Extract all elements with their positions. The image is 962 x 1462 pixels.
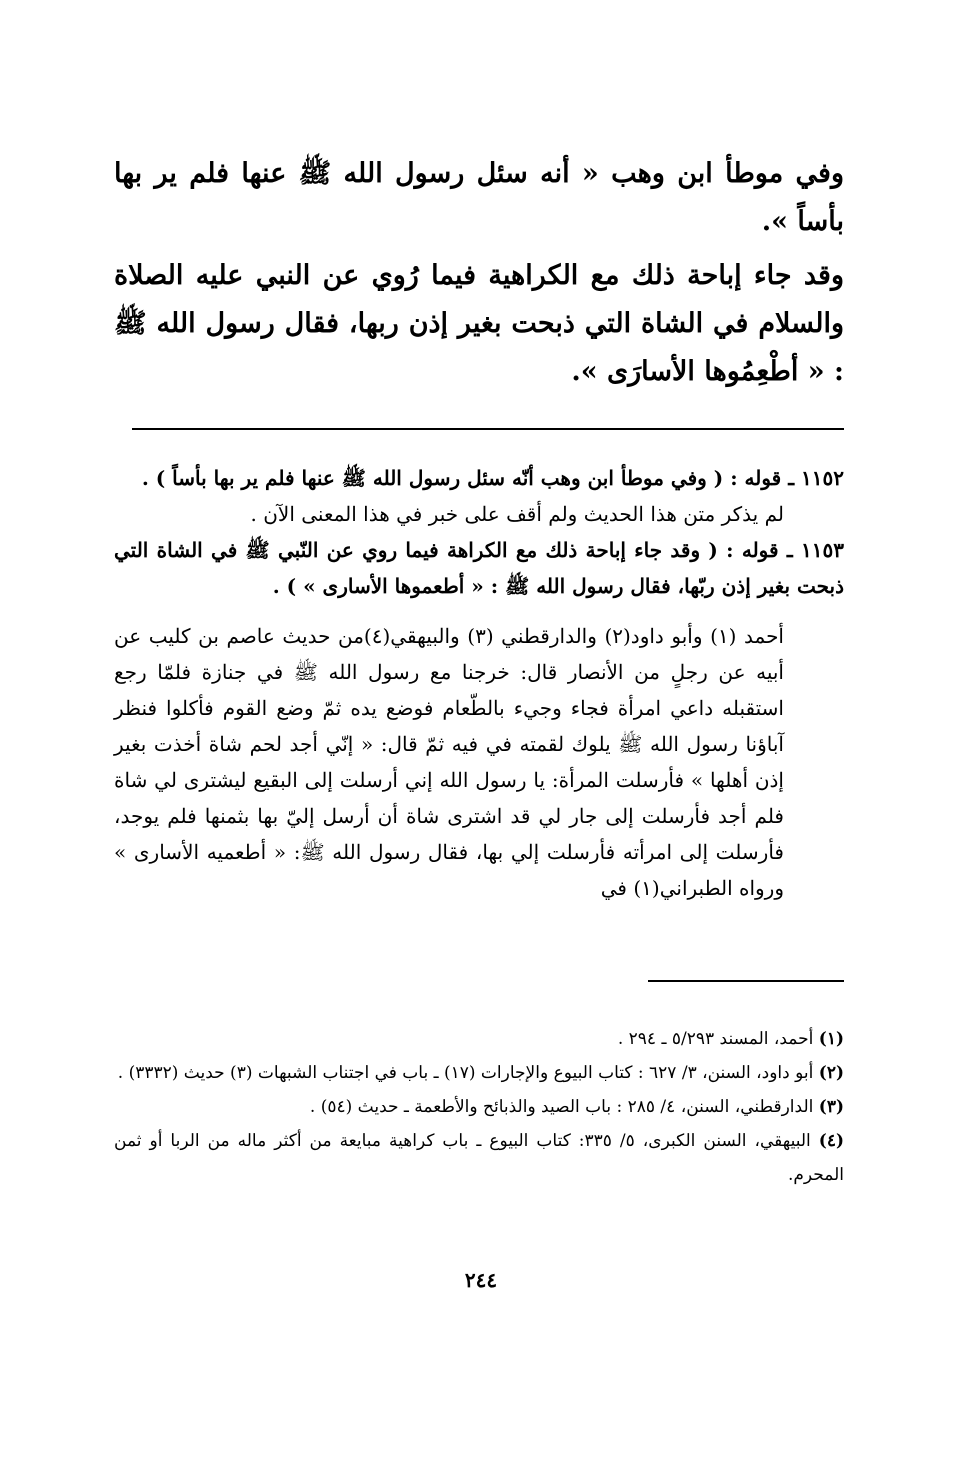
commentary-1152-body: لم يذكر متن هذا الحديث ولم أقف على خبر في هذا المعنى الآن .	[250, 502, 784, 526]
separator-rule	[132, 428, 844, 430]
footnote-number: (٣)	[818, 1097, 844, 1117]
footnotes	[114, 1022, 844, 1192]
footnote-number: (٤)	[818, 1131, 844, 1151]
main-paragraph-1: وفي موطأ ابن وهب « أنه سئل رسول الله ﷺ عنها فلم ير بها بأساً ».	[114, 158, 844, 237]
main-paragraph-2: وقد جاء إباحة ذلك مع الكراهية فيما رُوي عن النبي عليه الصلاة والسلام في الشاة التي ذبحت بغير إذن ربها، فقال رسول الله ﷺ : « أطْعِمُوها الأسارَى ».	[114, 260, 844, 387]
commentary-1152-heading: ١١٥٢ ـ قوله : ( وفي موطأ ابن وهب أنّه سئل رسول الله ﷺ عنها فلم ير بها بأساً ) .	[141, 466, 844, 490]
main-text	[114, 150, 844, 396]
footnote-text: البيهقي، السنن الكبرى، ٥/ ٣٣٥: كتاب البيوع ـ باب كراهية مبايعة من أكثر ماله من الربا أو ثمن المحرم.	[114, 1131, 844, 1185]
footnote-number: (٢)	[818, 1063, 844, 1083]
footnote-4	[114, 1124, 844, 1192]
commentary-1153-heading: ١١٥٣ ـ قوله : ( وقد جاء إباحة ذلك مع الكراهة فيما روي عن النّبي ﷺ في الشاة التي ذبحت بغير إذن ربّها، فقال رسول الله ﷺ : « أطعموها الأسارى » ) .	[114, 538, 844, 598]
commentary-1153-body: أحمد (١) وأبو داود(٢) والدارقطني (٣) والبيهقي(٤)من حديث عاصم بن كليب عن أبيه عن رجلٍ من الأنصار قال: خرجنا مع رسول الله ﷺ في جنازة فلمّا رجع استقبله داعي امرأة فجاء وجيء بالطّعام فوضع يده ثمّ وضع القوم فأكلوا فنظر آباؤنا رسول الله ﷺ يلوك لقمته في فيه ثمّ قال: « إنّي أجد لحم شاة أخذت بغير إذن أهلها » فأرسلت المرأة: يا رسول الله إني أرسلت إلى البقيع ليشترى لي شاة فلم أجد فأرسلت إلى جار لي قد اشترى شاة أن أرسل إليّ بها بثمنها فلم يوجد، فأرسلت إلى امرأته فأرسلت إلي بها، فقال رسول الله ﷺ: « أطعميه الأسارى » ورواه الطبراني(١) في	[114, 624, 784, 900]
footnote-separator	[648, 980, 844, 982]
footnote-text: الدارقطني، السنن، ٤/ ٢٨٥ : باب الصيد والذبائح والأطعمة ـ حديث (٥٤) .	[309, 1097, 814, 1117]
commentary-section	[114, 460, 844, 906]
footnote-number: (١)	[818, 1029, 844, 1049]
footnote-text: أحمد، المسند ٥/٢٩٣ ـ ٢٩٤ .	[617, 1029, 814, 1049]
footnote-text: أبو داود، السنن، ٣/ ٦٢٧ : كتاب البيوع والإجارات (١٧) ـ باب في اجتناب الشبهات (٣) حديث (٣٣٣٢) .	[117, 1063, 814, 1083]
footnote-1	[114, 1022, 844, 1056]
footnote-3	[114, 1090, 844, 1124]
page-number: ٢٤٤	[464, 1268, 498, 1292]
footnote-2	[114, 1056, 844, 1090]
